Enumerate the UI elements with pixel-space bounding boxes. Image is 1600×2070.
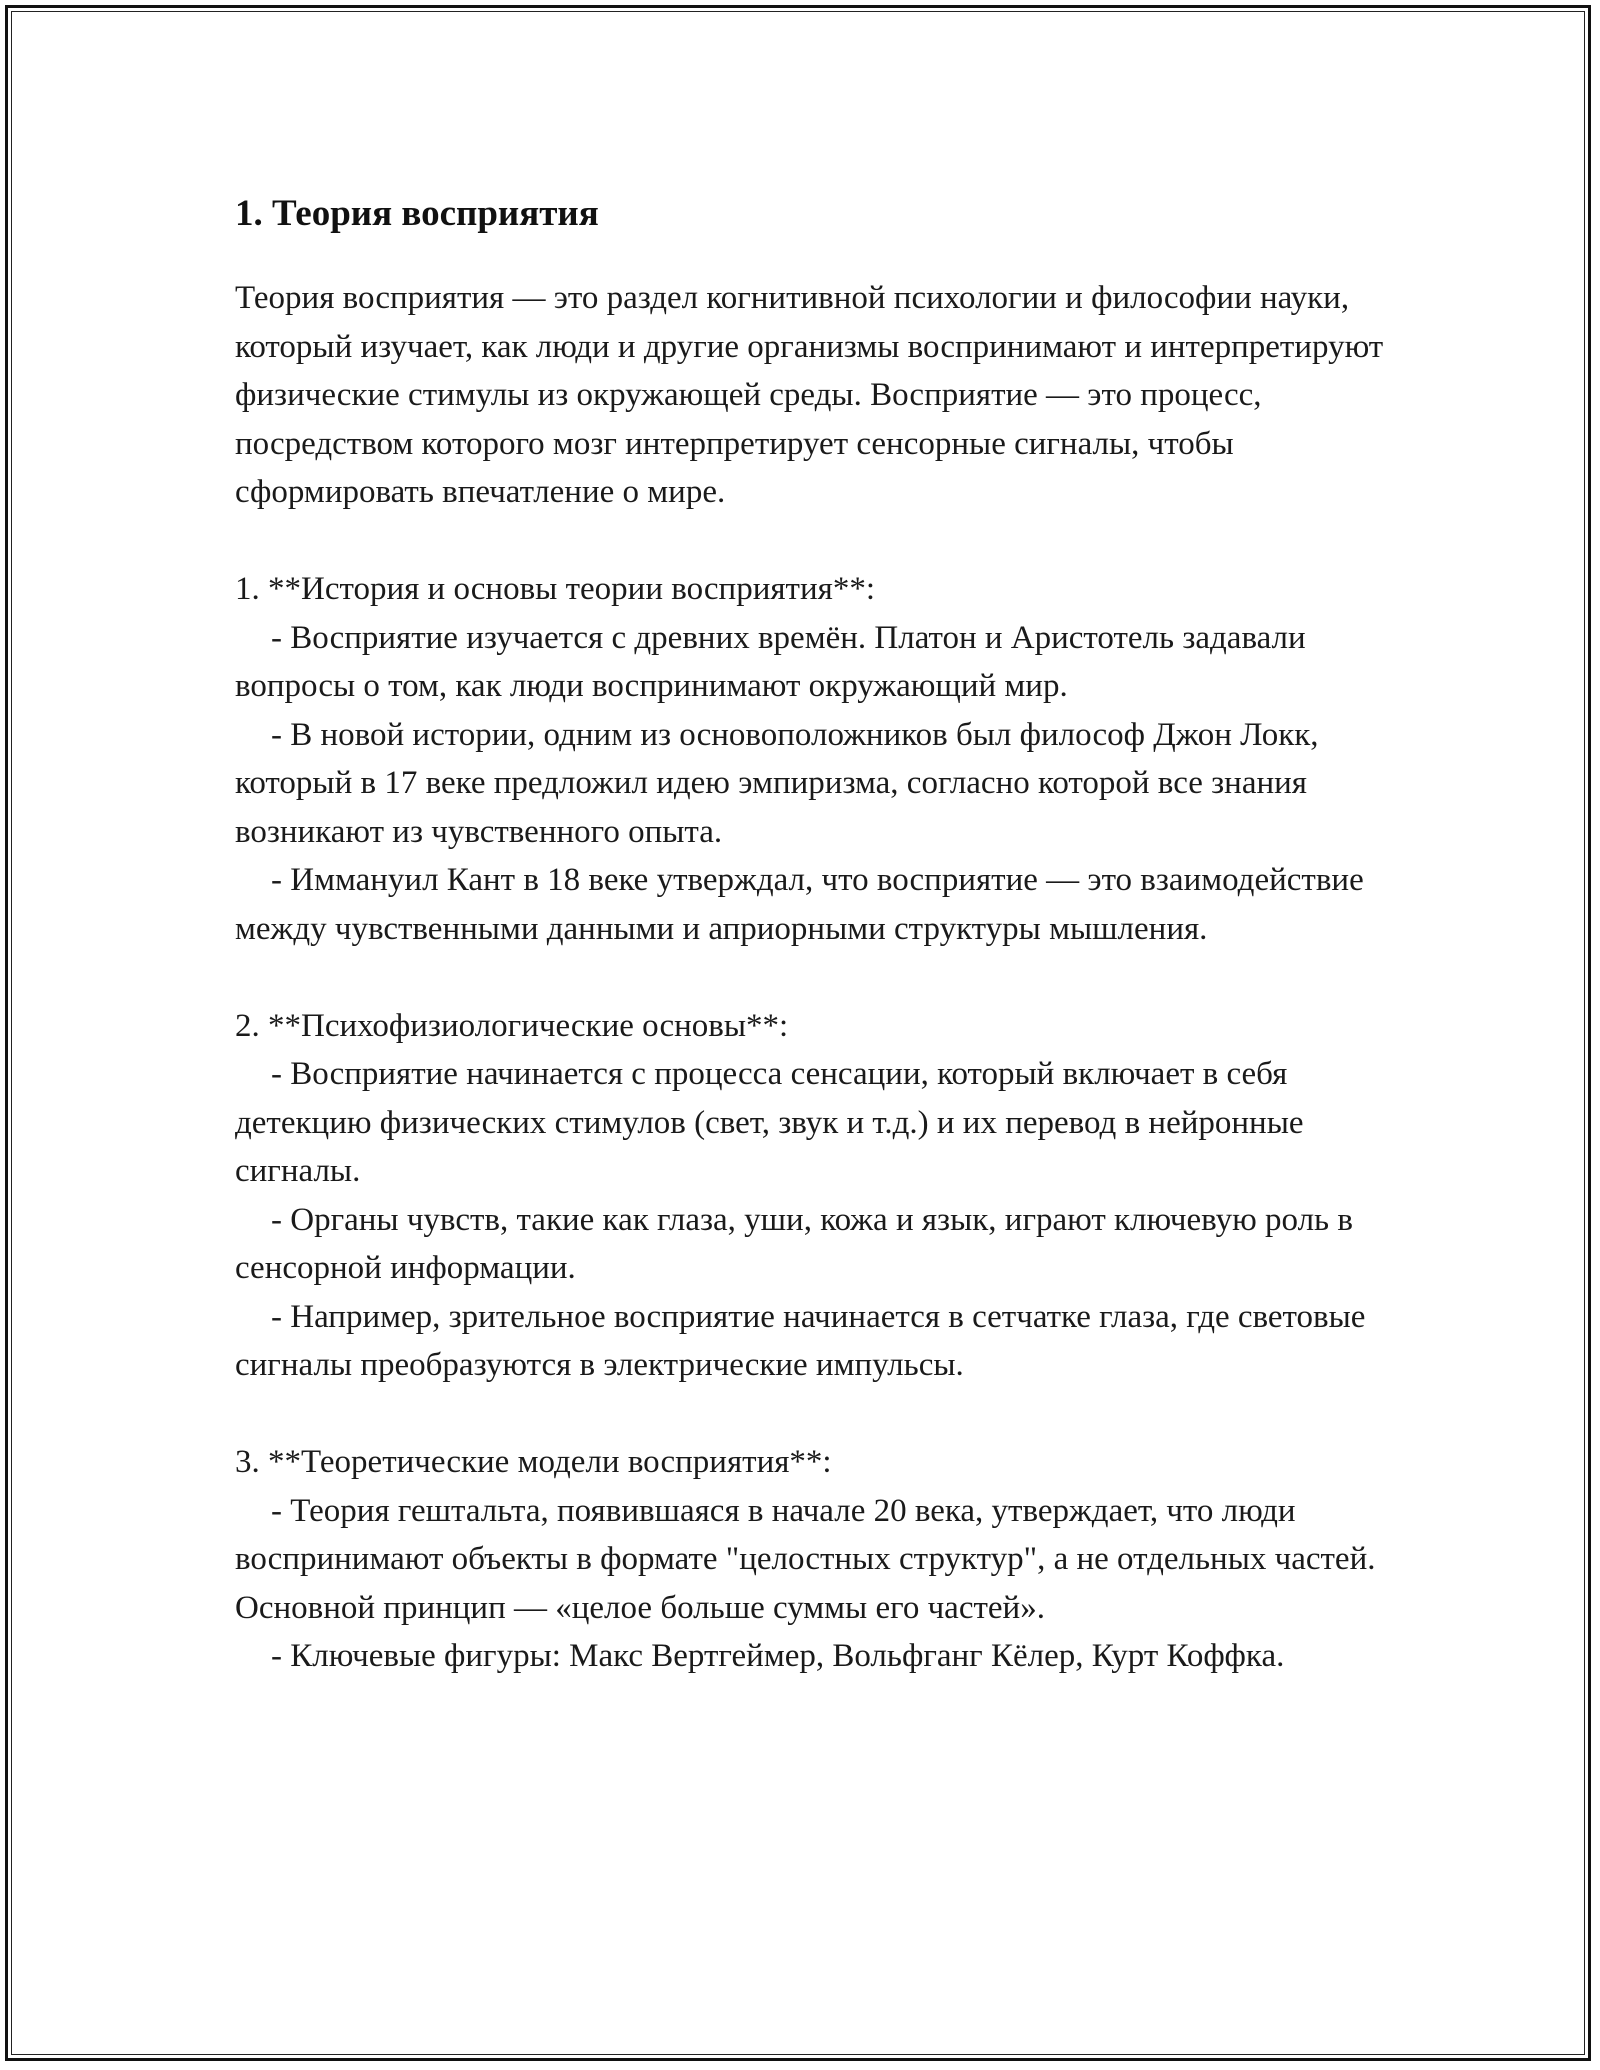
list-item: - Восприятие изучается с древних времён. Платон и Аристотель задавали вопросы о том, как люди воспринимают окружающий мир. — [235, 619, 1306, 704]
document-body — [235, 190, 1385, 1729]
document-title: 1. Теория восприятия — [235, 193, 599, 234]
list-item: - Иммануил Кант в 18 веке утверждал, что восприятие — это взаимодействие между чувственными данными и априорными структуры мышления. — [235, 862, 1364, 947]
list-item: - Например, зрительное восприятие начинается в сетчатке глаза, где световые сигналы преобразуются в электрические импульсы. — [235, 1298, 1366, 1383]
section-history — [235, 565, 1385, 953]
section-heading: 3. **Теоретические модели восприятия**: — [235, 1444, 832, 1480]
list-item: - Теория гештальта, появившаяся в начале 20 века, утверждает, что люди воспринимают объекты в формате "целостных структур", а не отдельных частей. Основной принцип — «целое больше суммы его частей». — [235, 1492, 1376, 1626]
list-item: - Органы чувств, такие как глаза, уши, кожа и язык, играют ключевую роль в сенсорной информации. — [235, 1201, 1353, 1286]
section-psychophysiology — [235, 1002, 1385, 1390]
section-models — [235, 1438, 1385, 1681]
list-item: - В новой истории, одним из основоположников был философ Джон Локк, который в 17 веке предложил идею эмпиризма, согласно которой все знания возникают из чувственного опыта. — [235, 716, 1319, 850]
intro-paragraph: Теория восприятия — это раздел когнитивной психологии и философии науки, который изучает, как люди и другие организмы воспринимают и интерпретируют физические стимулы из окружающей среды. Восприятие — это процесс, посредством которого мозг интерпретирует сенсорные сигналы, чтобы сформировать впечатление о мире. — [235, 280, 1384, 510]
section-heading: 2. **Психофизиологические основы**: — [235, 1007, 789, 1044]
list-item: - Восприятие начинается с процесса сенсации, который включает в себя детекцию физических стимулов (свет, звук и т.д.) и их перевод в нейронные сигналы. — [235, 1056, 1304, 1189]
section-heading: 1. **История и основы теории восприятия**: — [235, 571, 875, 607]
list-item: - Ключевые фигуры: Макс Вертгеймер, Вольфганг Кёлер, Курт Коффка. — [271, 1638, 1285, 1674]
